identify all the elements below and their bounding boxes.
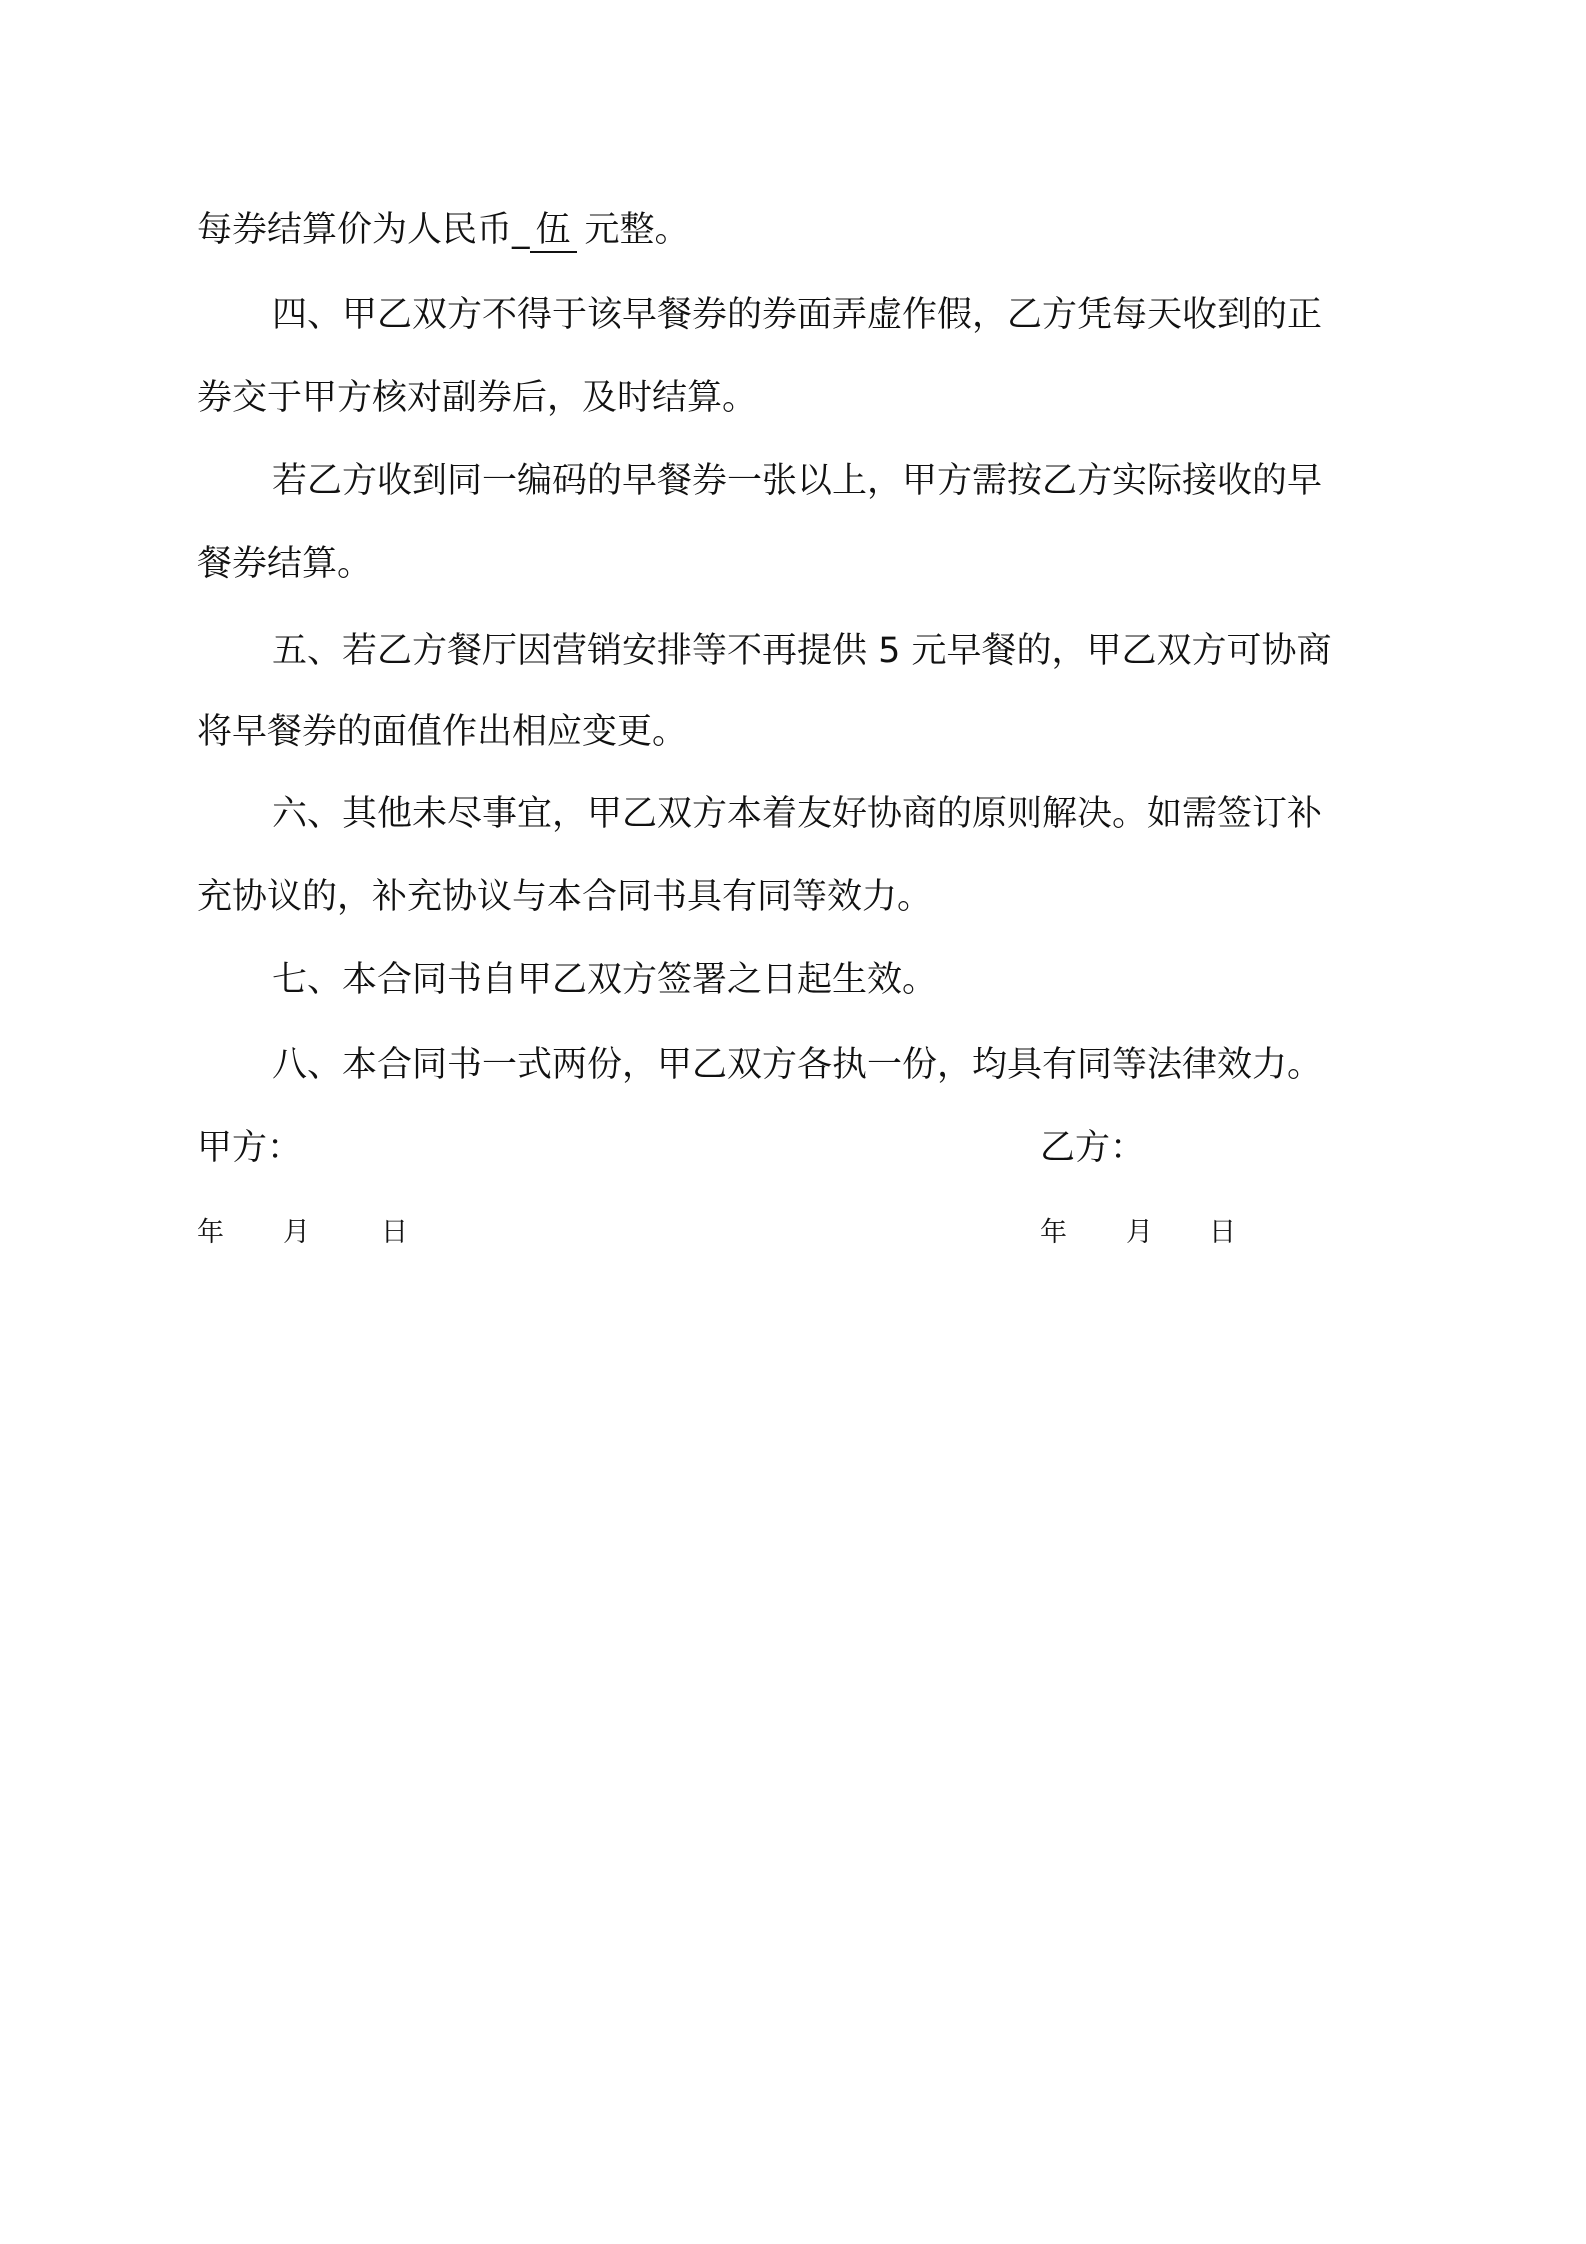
party-a-date xyxy=(197,1213,408,1253)
party-a-date-day: 日 xyxy=(381,1217,408,1248)
party-b-date-month: 月 xyxy=(1126,1217,1153,1248)
clause-7: 七、本合同书自甲乙双方签署之日起生效。 xyxy=(272,960,938,1000)
party-b-date-year: 年 xyxy=(1040,1217,1067,1248)
clause-4b-line-2: 餐券结算。 xyxy=(197,544,373,584)
clause-5-line-2: 将早餐券的面值作出相应变更。 xyxy=(197,712,688,752)
clause-4-line-1: 四、甲乙双方不得于该早餐券的券面弄虚作假，乙方凭每天收到的正 xyxy=(272,295,1323,335)
clause-4b-line-1: 若乙方收到同一编码的早餐券一张以上，甲方需按乙方实际接收的早 xyxy=(272,461,1323,501)
party-a-label: 甲方： xyxy=(197,1128,303,1168)
clause-5-line-1: 五、若乙方餐厅因营销安排等不再提供 5 元早餐的，甲乙双方可协商 xyxy=(272,631,1332,671)
settlement-amount: 伍 xyxy=(530,209,577,253)
party-a-date-year: 年 xyxy=(197,1217,224,1248)
settlement-price-line xyxy=(197,205,690,255)
party-a-date-month: 月 xyxy=(283,1217,310,1248)
party-b-label: 乙方： xyxy=(1040,1128,1146,1168)
clause-6-line-2: 充协议的，补充协议与本合同书具有同等效力。 xyxy=(197,877,933,917)
clause-6-line-1: 六、其他未尽事宜，甲乙双方本着友好协商的原则解决。如需签订补 xyxy=(272,794,1323,834)
party-b-date xyxy=(1040,1213,1236,1253)
party-b-date-day: 日 xyxy=(1209,1217,1236,1248)
clause-8: 八、本合同书一式两份，甲乙双方各执一份，均具有同等法律效力。 xyxy=(272,1045,1323,1085)
settlement-price-suffix: 元整。 xyxy=(584,210,690,250)
clause-4-line-2: 券交于甲方核对副券后，及时结算。 xyxy=(197,378,758,418)
settlement-price-text: 每券结算价为人民币_ xyxy=(197,210,530,250)
